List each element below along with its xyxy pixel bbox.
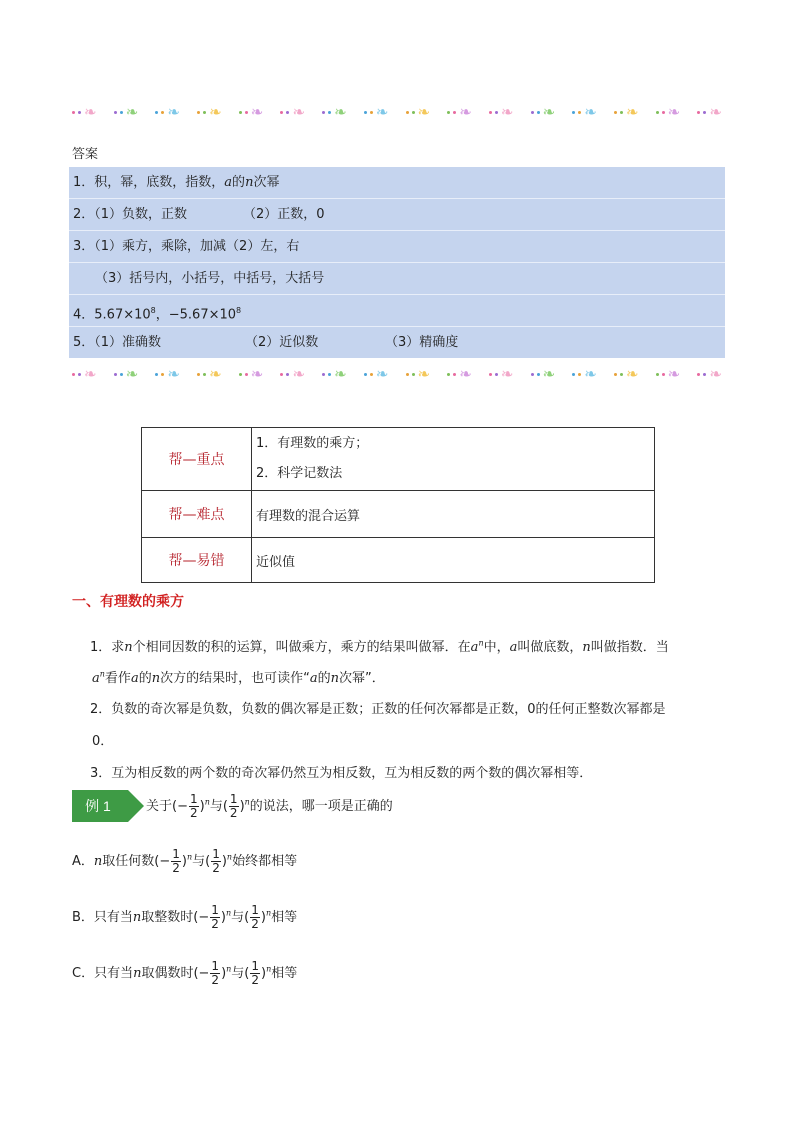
dot-icon — [537, 111, 540, 114]
example-question: 关于(− $\frac{1}{2}$ )$^n$与( $\frac{1}{2}$ )$^n$的说法，哪一项是正确的 — [146, 792, 393, 820]
butterfly-icon: ❧ — [709, 364, 722, 383]
butterfly-icon: ❧ — [625, 102, 639, 121]
dot-icon — [495, 373, 498, 376]
decoration-group — [197, 364, 222, 383]
decoration-group — [447, 364, 472, 383]
dot-icon — [703, 111, 706, 114]
dot-icon — [78, 373, 81, 376]
decoration-group — [656, 364, 681, 383]
decoration-group — [447, 102, 472, 121]
decoration-group — [572, 102, 597, 121]
dot-icon — [703, 373, 706, 376]
dot-icon — [406, 373, 409, 376]
dot-icon — [656, 373, 659, 376]
dot-icon — [322, 373, 325, 376]
butterfly-icon: ❧ — [667, 102, 681, 121]
dot-icon — [364, 111, 367, 114]
answer-row-5: 4．$5.67\times 10^8$，$-5.67\times 10^8$ — [69, 295, 725, 327]
decoration-group — [572, 364, 597, 383]
dot-icon — [245, 373, 248, 376]
dot-icon — [453, 373, 456, 376]
decoration-group — [72, 102, 97, 121]
dot-icon — [120, 111, 123, 114]
dot-icon — [161, 111, 164, 114]
dot-icon — [614, 111, 617, 114]
dot-icon — [620, 111, 623, 114]
decorative-border-top — [72, 102, 722, 122]
dot-icon — [161, 373, 164, 376]
butterfly-icon: ❧ — [542, 364, 556, 383]
decoration-group — [531, 364, 556, 383]
example-badge — [72, 790, 144, 822]
decoration-group — [531, 102, 556, 121]
key-point-label: 帮—重点 — [142, 428, 252, 491]
decoration-group — [114, 102, 139, 121]
decoration-group — [489, 364, 514, 383]
dot-icon — [239, 373, 242, 376]
butterfly-icon: ❧ — [500, 364, 514, 383]
butterfly-icon: ❧ — [625, 364, 639, 383]
decoration-group — [364, 102, 389, 121]
dot-icon — [370, 373, 373, 376]
dot-icon — [412, 111, 415, 114]
example-badge-label: 例 1 — [85, 798, 111, 814]
answer-box — [69, 167, 725, 358]
decoration-group — [364, 364, 389, 383]
decoration-group — [280, 102, 306, 121]
decoration-group — [197, 102, 222, 121]
dot-icon — [531, 373, 534, 376]
butterfly-icon: ❧ — [375, 102, 389, 121]
decoration-group — [280, 364, 306, 383]
dot-icon — [155, 111, 158, 114]
fraction: $\frac{1}{2}$ — [172, 847, 180, 875]
dot-icon — [328, 111, 331, 114]
butterfly-icon: ❧ — [542, 102, 556, 121]
butterfly-icon: ❧ — [584, 364, 597, 383]
butterfly-icon: ❧ — [125, 102, 139, 121]
decoration-group — [239, 102, 264, 121]
butterfly-icon: ❧ — [417, 102, 431, 121]
dot-icon — [72, 373, 75, 376]
dot-icon — [447, 111, 450, 114]
butterfly-icon: ❧ — [459, 364, 472, 383]
dot-icon — [531, 111, 534, 114]
paragraph-1-cont: $a^n$看作a的n次方的结果时，也可读作“a的n次幂”． — [92, 669, 385, 686]
decorative-border-bottom — [72, 364, 722, 384]
paragraph-1: 1．求n个相同因数的积的运算，叫做乘方，乘方的结果叫做幂．在$a^n$中，a叫做底数，n叫做指数．当 — [90, 638, 669, 655]
error-point-content: 近似值 — [252, 538, 655, 583]
butterfly-icon: ❧ — [167, 102, 180, 121]
dot-icon — [662, 111, 665, 114]
dot-icon — [120, 373, 123, 376]
fraction: $\frac{1}{2}$ — [229, 792, 238, 820]
dot-icon — [406, 111, 409, 114]
butterfly-icon: ❧ — [667, 364, 681, 383]
dot-icon — [453, 111, 456, 114]
dot-icon — [656, 111, 659, 114]
fraction: $\frac{1}{2}$ — [251, 903, 259, 931]
decoration-group — [72, 364, 97, 383]
decoration-group — [489, 102, 514, 121]
dot-icon — [578, 111, 581, 114]
butterfly-icon: ❧ — [417, 364, 431, 383]
key-points-table — [141, 427, 655, 583]
dot-icon — [322, 111, 325, 114]
answer-row-6: 5．（1）准确数 （2）近似数 （3）精确度 — [73, 335, 459, 350]
paragraph-2-cont: 0． — [92, 734, 114, 749]
decoration-group — [656, 102, 681, 121]
butterfly-icon: ❧ — [500, 102, 514, 121]
decoration-group — [614, 102, 639, 121]
fraction: $\frac{1}{2}$ — [212, 847, 220, 875]
dot-icon — [280, 111, 283, 114]
paragraph-3: 3．互为相反数的两个数的奇次幂仍然互为相反数，互为相反数的两个数的偶次幂相等． — [90, 766, 593, 781]
dot-icon — [364, 373, 367, 376]
butterfly-icon: ❧ — [167, 364, 180, 383]
dot-icon — [495, 111, 498, 114]
dot-icon — [447, 373, 450, 376]
dot-icon — [203, 111, 206, 114]
decoration-group — [697, 102, 722, 121]
paragraph-2: 2．负数的奇次幂是负数，负数的偶次幂是正数；正数的任何次幂都是正数，0的任何正整数次幂都是 — [90, 702, 666, 717]
butterfly-icon: ❧ — [709, 102, 722, 121]
butterfly-icon: ❧ — [459, 102, 472, 121]
answer-row-4: （3）括号内，小括号，中括号，大括号 — [69, 263, 725, 295]
decoration-group — [406, 102, 431, 121]
dot-icon — [578, 373, 581, 376]
dot-icon — [78, 111, 81, 114]
dot-icon — [239, 111, 242, 114]
decoration-group — [614, 364, 639, 383]
dot-icon — [412, 373, 415, 376]
dot-icon — [114, 373, 117, 376]
decoration-group — [114, 364, 139, 383]
butterfly-icon: ❧ — [209, 102, 222, 121]
decoration-group — [697, 364, 722, 383]
fraction: $\frac{1}{2}$ — [211, 903, 219, 931]
butterfly-icon: ❧ — [250, 102, 264, 121]
answer-label: 答案 — [72, 147, 99, 162]
decoration-group — [155, 102, 180, 121]
option-a[interactable]: A．n取任何数(− $\frac{1}{2}$ )$^n$与( $\frac{1}{2}$ )$^n$始终都相等 — [72, 847, 298, 875]
dot-icon — [197, 373, 200, 376]
butterfly-icon: ❧ — [125, 364, 139, 383]
answer-row-2: 2．（1）负数，正数 （2）正数，0 — [69, 199, 725, 231]
dot-icon — [114, 111, 117, 114]
butterfly-icon: ❧ — [334, 102, 347, 121]
dot-icon — [197, 111, 200, 114]
dot-icon — [489, 111, 492, 114]
dot-icon — [489, 373, 492, 376]
difficult-point-content: 有理数的混合运算 — [252, 491, 655, 538]
difficult-point-label: 帮—难点 — [142, 491, 252, 538]
dot-icon — [662, 373, 665, 376]
option-b[interactable]: B．只有当n取整数时(− $\frac{1}{2}$ )$^n$与( $\frac{1}{2}$ )$^n$相等 — [72, 903, 298, 931]
decoration-group — [239, 364, 264, 383]
butterfly-icon: ❧ — [84, 102, 97, 121]
dot-icon — [328, 373, 331, 376]
dot-icon — [370, 111, 373, 114]
dot-icon — [280, 373, 283, 376]
dot-icon — [697, 111, 700, 114]
dot-icon — [614, 373, 617, 376]
answer-row-3: 3．（1）乘方，乘除，加减（2）左，右 — [69, 231, 725, 263]
dot-icon — [203, 373, 206, 376]
dot-icon — [72, 111, 75, 114]
butterfly-icon: ❧ — [84, 364, 97, 383]
key-point-content: 1．有理数的乘方； 2．科学记数法 — [252, 428, 655, 491]
fraction: $\frac{1}{2}$ — [251, 959, 260, 987]
option-c[interactable]: C．只有当n取偶数时(− $\frac{1}{2}$ )$^n$与( $\frac{1}{2}$ )$^n$相等 — [72, 959, 298, 987]
butterfly-icon: ❧ — [250, 364, 264, 383]
butterfly-icon: ❧ — [334, 364, 347, 383]
dot-icon — [572, 111, 575, 114]
fraction: $\frac{1}{2}$ — [211, 959, 220, 987]
butterfly-icon: ❧ — [375, 364, 389, 383]
decoration-group — [322, 364, 347, 383]
answer-row-1: 1．积，幂，底数，指数，a的n次幂 — [69, 167, 725, 199]
butterfly-icon: ❧ — [209, 364, 222, 383]
section-title: 一、有理数的乘方 — [72, 594, 184, 610]
error-point-label: 帮—易错 — [142, 538, 252, 583]
butterfly-icon: ❧ — [292, 364, 306, 383]
dot-icon — [286, 373, 289, 376]
dot-icon — [155, 373, 158, 376]
dot-icon — [572, 373, 575, 376]
decoration-group — [155, 364, 180, 383]
dot-icon — [245, 111, 248, 114]
dot-icon — [697, 373, 700, 376]
fraction: $\frac{1}{2}$ — [189, 792, 198, 820]
decoration-group — [322, 102, 347, 121]
butterfly-icon: ❧ — [292, 102, 306, 121]
butterfly-icon: ❧ — [584, 102, 597, 121]
dot-icon — [620, 373, 623, 376]
dot-icon — [537, 373, 540, 376]
decoration-group — [406, 364, 431, 383]
dot-icon — [286, 111, 289, 114]
